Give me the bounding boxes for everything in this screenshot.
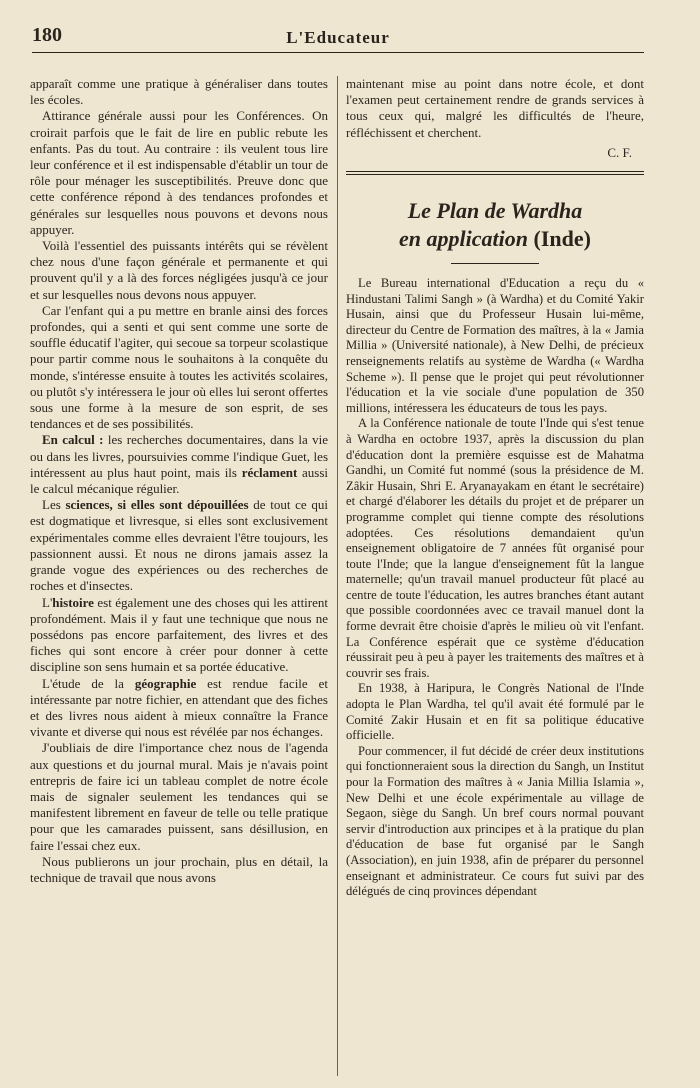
running-head: L'Educateur (286, 28, 390, 47)
article-body (346, 276, 644, 900)
page-header (32, 22, 644, 53)
bold-term: histoire (52, 594, 94, 610)
paragraph: apparaît comme une pratique à généraliser dans toutes les écoles. (30, 76, 328, 108)
paragraph: En 1938, à Haripura, le Congrès National de l'Inde adopta le Plan Wardha, tel qu'il avait été formulé par le Comité Zakir Husain et en fit sa politique éducative officielle. (346, 681, 644, 743)
continuation-paragraph: maintenant mise au point dans notre école, et dont l'examen peut certainement rendre de grands services à tous ceux qui, malgré les difficultés de l'heure, réfléchissent et cherchent. (346, 76, 644, 140)
right-column (346, 76, 644, 900)
article-title-line1: Le Plan de Wardha (407, 198, 583, 224)
title-rule (451, 263, 539, 264)
paragraph: Car l'enfant qui a pu mettre en branle ainsi des forces profondes, qui a senti et qui sent comme une sorte de souffle éducatif l'agiter, qui secoue sa torpeur scolastique pour partir comme nous le souhaitons à la conquête du monde, s'intéresse ensuite à toutes les activités scolaires, ou plutôt s'y intéressera le jour où elles lui seront offertes sous une forme à la mesure de son esprit, de ses tendances et de ses possibilités. (30, 302, 328, 432)
paragraph: Pour commencer, il fut décidé de créer deux institutions qui fonctionneraient sous la direction du Sangh, un Institut pour la Formation des maîtres à « Jania Millia Islamia », New Delhi et une école expérimentale au village de Segaon, siège du Sangh. Un bref cours normal pouvant servir d'introduction aux principes et à la pratique du plan d'éducation de base fut organisé par le Sangh (Association), en juin 1938, afin de préparer du personnel enseignant et administrateur. Ce cours fut suivi par des délégués de cinq provinces dépendant (346, 743, 644, 899)
paragraph-text: est également une des choses qui les attirent profondément. Mais il y faut une technique que nous ne possédons pas encore parfaitement, des livres et des fiches qui sont encore à créer pour donner à cette discipline son sens humain et sa portée éducative. (30, 594, 328, 675)
paragraph-geographie (30, 676, 328, 741)
paragraph-sciences (30, 497, 328, 594)
paragraph-text: L' (42, 594, 53, 610)
page-number: 180 (32, 24, 62, 46)
paragraph: Nous publierons un jour prochain, plus en détail, la technique de travail que nous avons (30, 853, 328, 885)
paragraph-text: aussi le calcul mécanique régulier. (30, 464, 328, 497)
signature: C. F. (607, 144, 632, 160)
paragraph-text: est rendue facile et intéressante par notre fichier, en attendant que des fiches et des livres nous aident à mieux connaître la France vivante et diverse qui nous est révélée par nos échanges. (30, 675, 328, 740)
left-column (30, 76, 328, 886)
bold-term: géographie (134, 675, 197, 691)
article-title (346, 197, 644, 253)
article-title-region: (Inde) (533, 226, 591, 252)
paragraph: J'oubliais de dire l'importance chez nous de l'agenda aux questions et du journal mural. Mais je n'avais point entrepris de faire ici un tableau complet de notre école mais de signaler seulement les tendances qui se manifestent librement en faveur de telle ou telle pratique pour que les camarades puissent, sans désillusion, en faire l'essai chez eux. (30, 740, 328, 853)
paragraph: Voilà l'essentiel des puissants intérêts qui se révèlent chez nous d'une façon générale et permanente et qui prouvent qu'il y a là des forces négligées jusqu'à ce jour et sur lesquelles nous devons nous appuyer. (30, 238, 328, 302)
bold-term: réclament (241, 464, 298, 480)
paragraph-text: de tout ce qui est dogmatique et livresque, si elles sont exclusivement expérimentales comme elles devraient l'être toujours, les passionnent aussi. Et nous ne dirons jamais assez la grande vogue des expériences ou des recherches de roches et d'insectes. (30, 497, 328, 594)
paragraph-histoire (30, 595, 328, 676)
paragraph: A la Conférence nationale de toute l'Inde qui s'est tenue à Wardha en octobre 1937, après la discussion du plan d'éducation dont la première esquisse est de Mahatma Gandhi, un Comité fut nommé (sous la présidence de M. Zâkir Husain, Shri E. Aryanayakam en étant le secrétaire) et chargé d'élaborer les détails du projet et de préparer un programme complet qui tienne compte des résolutions adoptées. Ces résolutions demandaient qu'un enseignement obligatoire de 7 années fût organisé pour toute l'Inde; que la langue d'enseignement fût la langue maternelle; qu'un travail manuel producteur fût placé au centre de toute l'éducation, les autres branches étant autant que possible coordonnées avec ce travail manuel dont la forme devrait être choisie d'après le milieu où vit l'enfant. La Conférence espérait que ce système d'éducation réussirait peu à peu à payer les traitements des maîtres et à couvrir ses frais. (346, 416, 644, 680)
section-rule (346, 171, 644, 175)
bold-term: En calcul : (42, 432, 104, 448)
paragraph-text: les recherches documentaires, dans la vie ou dans les livres, poursuivies comme l'indique Guet, les intéressent au plus haut point, mais ils (30, 432, 329, 480)
article-title-line2: en application (399, 226, 528, 252)
paragraph-text: Les (42, 497, 66, 513)
paragraph: Attirance générale aussi pour les Conférences. On croirait parfois que le fait de lire en public rebute les enfants. Pas du tout. Au contraire : ils veulent tous lire leur conférence et il est indispensable d'établir un tour de rôle pour ménager les susceptibilités. Preuve donc que cette conférence répond à des tendances profondes et générales sur lesquelles nous pouvons et devons nous appuyer. (30, 108, 328, 237)
bold-term: sciences, si elles sont dépouillées (65, 497, 249, 513)
paragraph: Le Bureau international d'Education a reçu du « Hindustani Talimi Sangh » (à Wardha) et du Comité Yakir Husain, ainsi que du Professeur Husain lui-même, directeur du Centre de Formation des maîtres, à la « Jamia Millia » (Université nationale), à New Delhi, de précieux renseignements relatifs au système de Wardha (« Wardha Scheme »). Il pense que le projet qui peut révolutionner l'éducation et la vie sociale d'une population de 350 millions, intéressera les éducateurs de tous les pays. (346, 276, 644, 415)
paragraph-calcul (30, 432, 328, 497)
paragraph-text: L'étude de la (42, 675, 135, 691)
column-divider (337, 76, 338, 1076)
